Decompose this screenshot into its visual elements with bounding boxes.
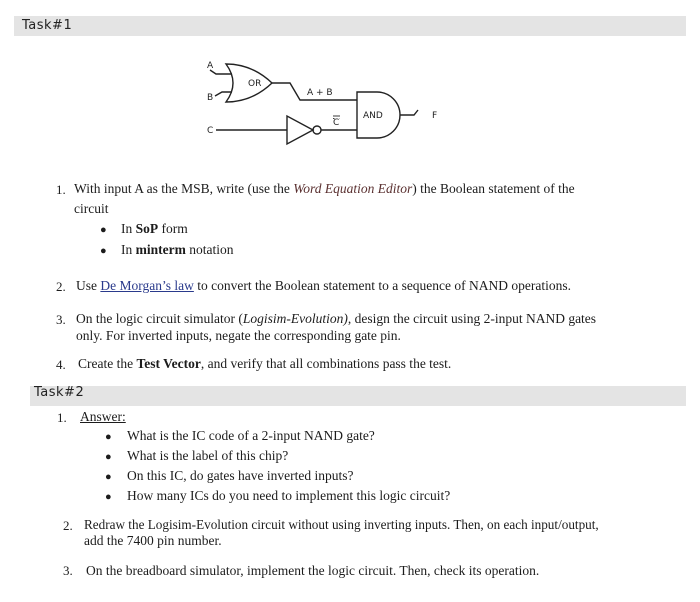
- task1-item1-number: 1.: [56, 182, 66, 197]
- task1-item1-sub2-pre: In: [121, 242, 136, 257]
- task1-item4-post: , and verify that all combinations pass the test.: [200, 356, 452, 371]
- bullet-dot: ●: [105, 491, 112, 503]
- task1-item1-sub1: [121, 221, 188, 237]
- task1-item1-sub2-post: notation: [185, 242, 234, 257]
- task1-item2-post: to convert the Boolean statement to a sequence of NAND operations.: [193, 278, 572, 293]
- bullet-dot: ●: [105, 431, 112, 443]
- task1-item3-pre: On the logic circuit simulator (: [76, 311, 243, 326]
- task2-question-2: What is the label of this chip?: [127, 448, 289, 463]
- label-input-c: C: [207, 126, 214, 136]
- task1-item4-pre: Create the: [78, 356, 137, 371]
- task2-item3-number: 3.: [63, 563, 73, 578]
- label-input-a: A: [207, 61, 214, 71]
- task1-item3-line1: [76, 311, 596, 327]
- task1-item1-sub2-bold: minterm: [135, 242, 186, 257]
- task1-title: Task#1: [22, 18, 73, 33]
- wire-f: [400, 110, 418, 115]
- task1-item1-sub1-pre: In: [121, 221, 136, 236]
- task2-title: Task#2: [34, 385, 85, 400]
- not-gate-symbol: [287, 116, 313, 144]
- task1-item4-test-vector: Test Vector: [136, 356, 201, 371]
- task1-item1-text-pre: With input: [74, 181, 135, 196]
- task1-item1-text-mid: as the MSB, write (use the: [143, 181, 294, 196]
- task1-item4-text: [78, 356, 451, 372]
- label-or-output: A + B: [307, 88, 333, 98]
- bullet-dot: ●: [100, 224, 107, 236]
- task1-item1-line2: circuit: [74, 201, 109, 216]
- task2-item1-number: 1.: [57, 410, 67, 425]
- task2-item2-line1: Redraw the Logisim-Evolution circuit without using inverting inputs. Then, on each input/output,: [84, 517, 599, 532]
- task1-item1-text-post: ) the Boolean statement of the: [412, 181, 575, 196]
- task1-item1-sub2: [121, 242, 233, 258]
- task1-item1-msb-input: A: [134, 181, 144, 196]
- de-morgans-law-link[interactable]: De Morgan’s law: [100, 278, 194, 293]
- task1-item1-sub1-bold: SoP: [135, 221, 159, 236]
- task2-header-band: [30, 386, 686, 406]
- bullet-dot: ●: [100, 245, 107, 257]
- task1-item1-sub1-post: form: [158, 221, 188, 236]
- label-or-gate: OR: [248, 79, 262, 89]
- label-and-gate: AND: [363, 111, 383, 121]
- task1-item3-simulator-name: Logisim-Evolution): [242, 311, 348, 326]
- task2-answer-heading: Answer:: [80, 409, 126, 424]
- task2-item2-number: 2.: [63, 518, 73, 533]
- task1-item2-text: [76, 278, 571, 294]
- task1-item3-post: , design the circuit using 2-input NAND gates: [347, 311, 597, 326]
- label-output-f: F: [432, 111, 438, 121]
- wire-a: [210, 70, 232, 74]
- task1-item2-pre: Use: [76, 278, 101, 293]
- task1-item1-line1: [74, 181, 575, 197]
- bullet-dot: ●: [105, 451, 112, 463]
- task1-item4-number: 4.: [56, 357, 66, 372]
- task1-item3-line2: only. For inverted inputs, negate the corresponding gate pin.: [76, 328, 401, 343]
- label-input-b: B: [207, 93, 214, 103]
- logic-circuit-diagram: [0, 0, 700, 180]
- task1-item2-number: 2.: [56, 279, 66, 294]
- task2-item3-text: On the breadboard simulator, implement the logic circuit. Then, check its operation.: [86, 563, 540, 578]
- label-not-output: C: [333, 118, 340, 128]
- task1-item1-editor-name: Word Equation Editor: [293, 181, 413, 196]
- task2-question-3: On this IC, do gates have inverted inputs?: [127, 468, 354, 483]
- task2-item2-line2: add the 7400 pin number.: [84, 533, 222, 548]
- task1-item3-number: 3.: [56, 312, 66, 327]
- task2-question-4: How many ICs do you need to implement this logic circuit?: [127, 488, 451, 503]
- task2-question-1: What is the IC code of a 2-input NAND gate?: [127, 428, 375, 443]
- bullet-dot: ●: [105, 471, 112, 483]
